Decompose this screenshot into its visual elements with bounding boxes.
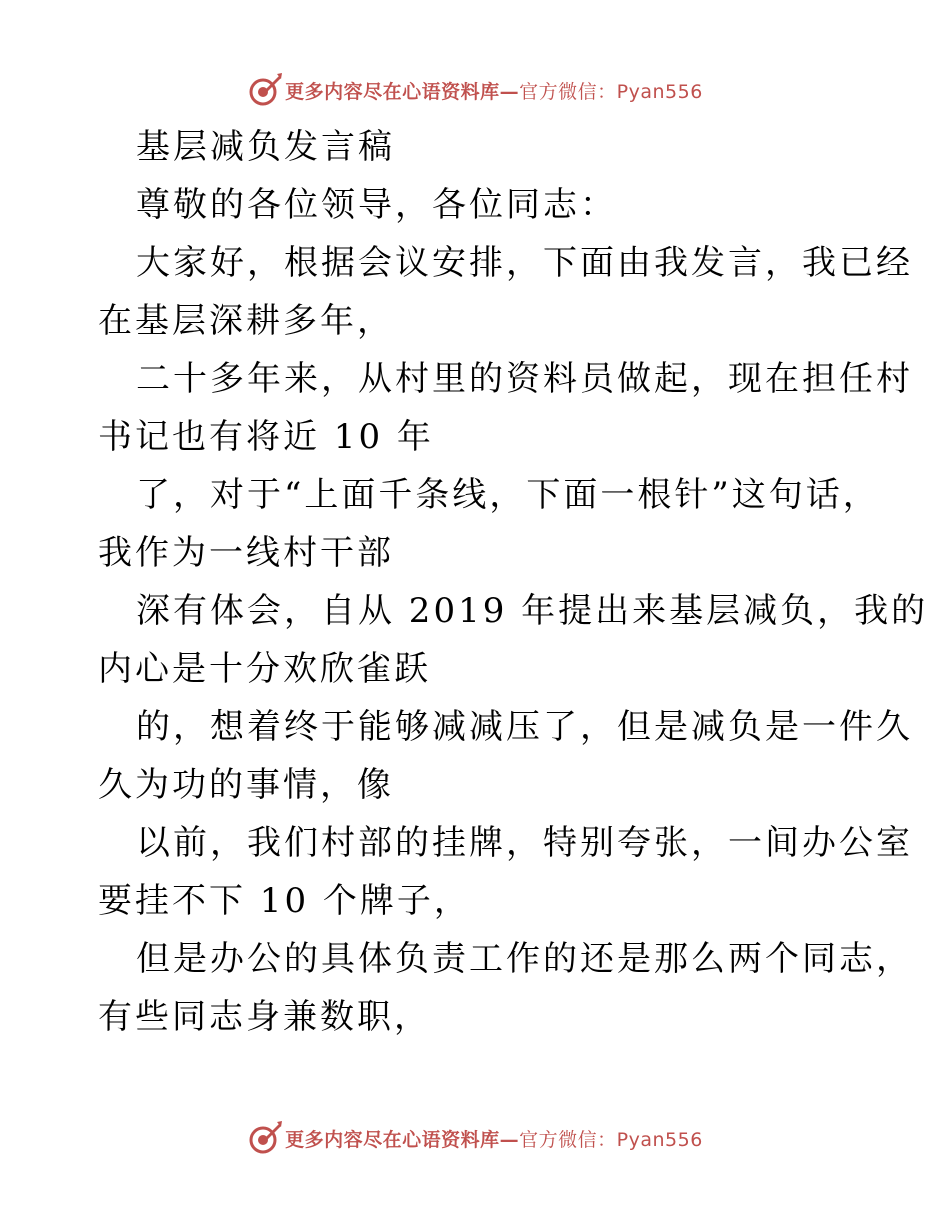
doc-line: 要挂不下 10 个牌子， — [98, 881, 471, 921]
doc-line: 在基层深耕多年， — [98, 301, 394, 341]
header-site-text: 更多内容尽在心语资料库— — [285, 80, 520, 103]
doc-line: 的，想着终于能够减减压了，但是减负是一件久 — [136, 707, 913, 747]
paragraph — [98, 814, 913, 930]
doc-line: 二十多年来，从村里的资料员做起，现在担任村 — [136, 359, 913, 399]
paragraph — [98, 466, 880, 582]
paragraph — [98, 930, 913, 1046]
doc-line: 我作为一线村干部 — [98, 533, 394, 573]
doc-line: 但是办公的具体负责工作的还是那么两个同志， — [136, 939, 913, 979]
paragraph — [98, 582, 929, 698]
footer-wechat-text: 官方微信：Pyan556 — [519, 1128, 703, 1151]
doc-line: 有些同志身兼数职， — [98, 997, 431, 1037]
doc-line: 尊敬的各位领导，各位同志： — [136, 185, 617, 225]
salutation — [98, 176, 858, 234]
footer-site-text: 更多内容尽在心语资料库— — [285, 1128, 520, 1151]
doc-line: 以前，我们村部的挂牌，特别夸张，一间办公室 — [136, 823, 913, 863]
pen-logo-icon — [247, 72, 283, 108]
paragraph — [98, 234, 913, 350]
doc-title — [98, 118, 858, 176]
paragraph — [98, 698, 913, 814]
doc-line: 久为功的事情，像 — [98, 765, 394, 805]
pen-logo-icon — [247, 1120, 283, 1156]
doc-line: 大家好，根据会议安排，下面由我发言，我已经 — [136, 243, 913, 283]
paragraph — [98, 350, 913, 466]
header-watermark — [0, 70, 950, 110]
doc-line: 内心是十分欢欣雀跃 — [98, 649, 431, 689]
doc-line: 书记也有将近 10 年 — [98, 417, 434, 457]
document-body — [98, 118, 929, 1046]
doc-line: 深有体会，自从 2019 年提出来基层减负，我的 — [136, 591, 929, 631]
doc-line: 了，对于“上面千条线，下面一根针”这句话， — [136, 475, 880, 515]
header-wechat-text: 官方微信：Pyan556 — [519, 80, 703, 103]
footer-watermark — [0, 1118, 950, 1158]
doc-line: 基层减负发言稿 — [136, 127, 395, 167]
